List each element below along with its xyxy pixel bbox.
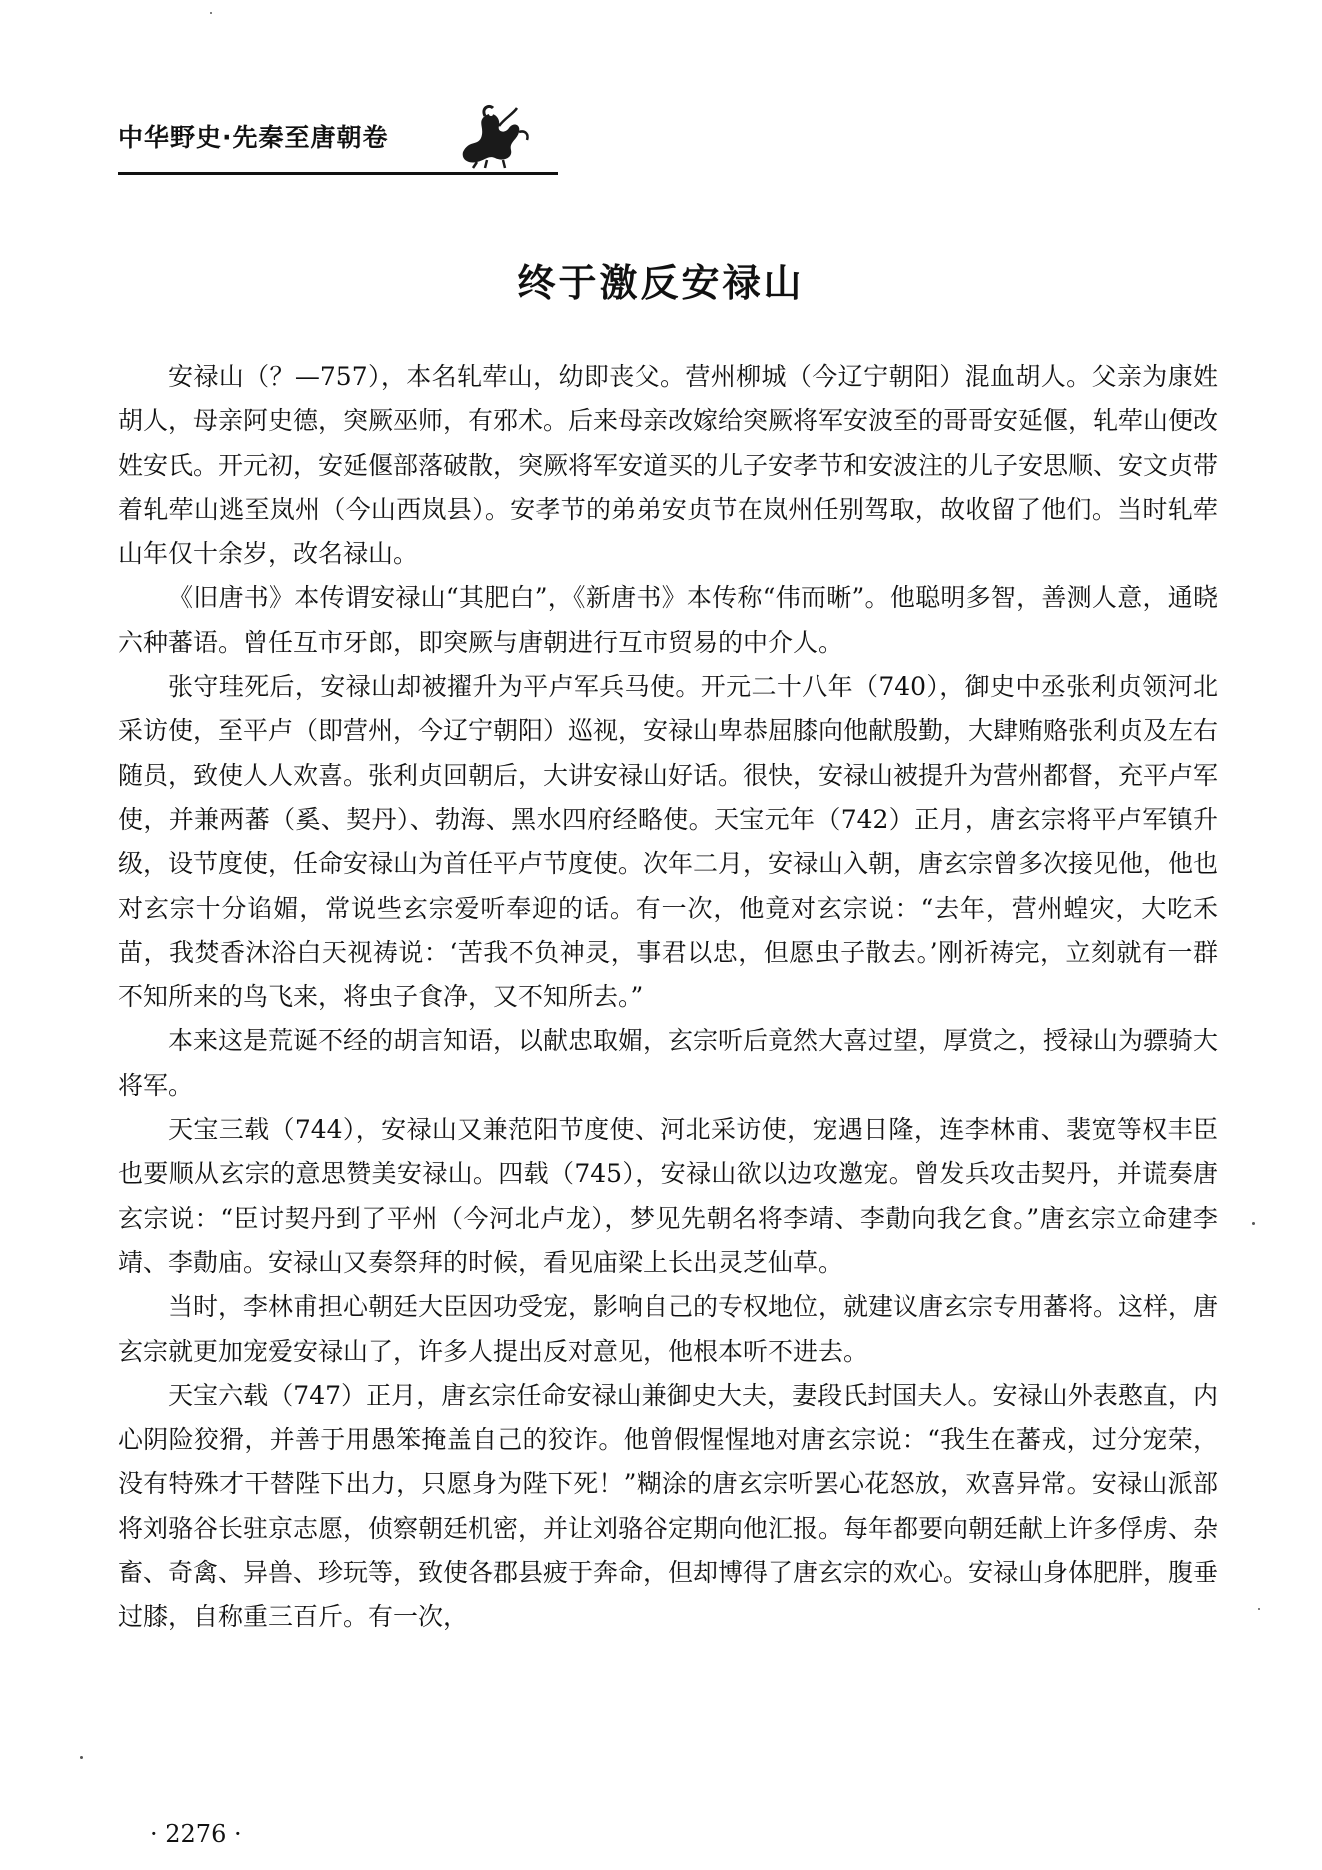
header-rule [118,172,558,175]
paragraph: 《旧唐书》本传谓安禄山“其肥白”，《新唐书》本传称“伟而晰”。他聪明多智，善测人意，通晓六种蕃语。曾任互市牙郎，即突厥与唐朝进行互市贸易的中介人。 [118,583,1218,657]
paragraph: 本来这是荒诞不经的胡言知语，以献忠取媚，玄宗听后竟然大喜过望，厚赏之，授禄山为骠骑大将军。 [118,1026,1219,1100]
page-number: · 2276 · [150,1820,242,1848]
scan-speck [210,12,212,14]
paragraph: 天宝三载（744），安禄山又兼范阳节度使、河北采访使，宠遇日隆，连李林甫、裴宽等权丰臣也要顺从玄宗的意思赞美安禄山。四载（745），安禄山欲以边攻邀宠。曾发兵攻击契丹，并谎奏唐玄宗说：“臣讨契丹到了平州（今河北卢龙），梦见先朝名将李靖、李勣向我乞食。”唐玄宗立命建李靖、李勣庙。安禄山又奏祭拜的时候，看见庙梁上长出灵芝仙草。 [118,1115,1218,1277]
scan-speck [1258,1608,1260,1610]
paragraph: 当时，李林甫担心朝廷大臣因功受宠，影响自己的专权地位，就建议唐玄宗专用蕃将。这样，唐玄宗就更加宠爱安禄山了，许多人提出反对意见，他根本听不进去。 [118,1292,1219,1366]
paragraph: 安禄山（？—757），本名轧荦山，幼即丧父。营州柳城（今辽宁朝阳）混血胡人。父亲为康姓胡人，母亲阿史德，突厥巫师，有邪术。后来母亲改嫁给突厥将军安波至的哥哥安延偃，轧荦山便改姓安氏。开元初，安延偃部落破散，突厥将军安道买的儿子安孝节和安波注的儿子安思顺、安文贞带着轧荦山逃至岚州（今山西岚县）。安孝节的弟弟安贞节在岚州任别驾取，故收留了他们。当时轧荦山年仅十余岁，改名禄山。 [118,362,1219,569]
article-body [118,355,1218,1640]
dragon-icon [455,100,535,170]
paragraph: 张守珪死后，安禄山却被擢升为平卢军兵马使。开元二十八年（740），御史中丞张利贞领河北采访使，至平卢（即营州，今辽宁朝阳）巡视，安禄山卑恭屈膝向他献殷勤，大肆贿赂张利贞及左右随员，致使人人欢喜。张利贞回朝后，大讲安禄山好话。很快，安禄山被提升为营州都督，充平卢军使，并兼两蕃（奚、契丹）、勃海、黑水四府经略使。天宝元年（742）正月，唐玄宗将平卢军镇升级，设节度使，任命安禄山为首任平卢节度使。次年二月，安禄山入朝，唐玄宗曾多次接见他，他也对玄宗十分谄媚，常说些玄宗爱听奉迎的话。有一次，他竟对玄宗说：“去年，营州蝗灾，大吃禾苗，我焚香沐浴白天视祷说：‘苦我不负神灵，事君以忠，但愿虫子散去。’刚祈祷完，立刻就有一群不知所来的鸟飞来，将虫子食净，又不知所去。” [118,672,1219,1012]
scan-speck [80,1756,83,1759]
running-head-title: 中华野史·先秦至唐朝卷 [118,123,389,152]
scan-speck [1252,1222,1255,1225]
paragraph: 天宝六载（747）正月，唐玄宗任命安禄山兼御史大夫，妻段氏封国夫人。安禄山外表憨直，内心阴险狡猾，并善于用愚笨掩盖自己的狡诈。他曾假惺惺地对唐玄宗说：“我生在蕃戎，过分宠荣，没有特殊才干替陛下出力，只愿身为陛下死！”糊涂的唐玄宗听罢心花怒放，欢喜异常。安禄山派部将刘骆谷长驻京志愿，侦察朝廷机密，并让刘骆谷定期向他汇报。每年都要向朝廷献上许多俘虏、杂畜、奇禽、异兽、珍玩等，致使各郡县疲于奔命，但却博得了唐玄宗的欢心。安禄山身体肥胖，腹垂过膝，自称重三百斤。有一次， [118,1380,1219,1632]
article-title: 终于激反安禄山 [517,261,805,305]
